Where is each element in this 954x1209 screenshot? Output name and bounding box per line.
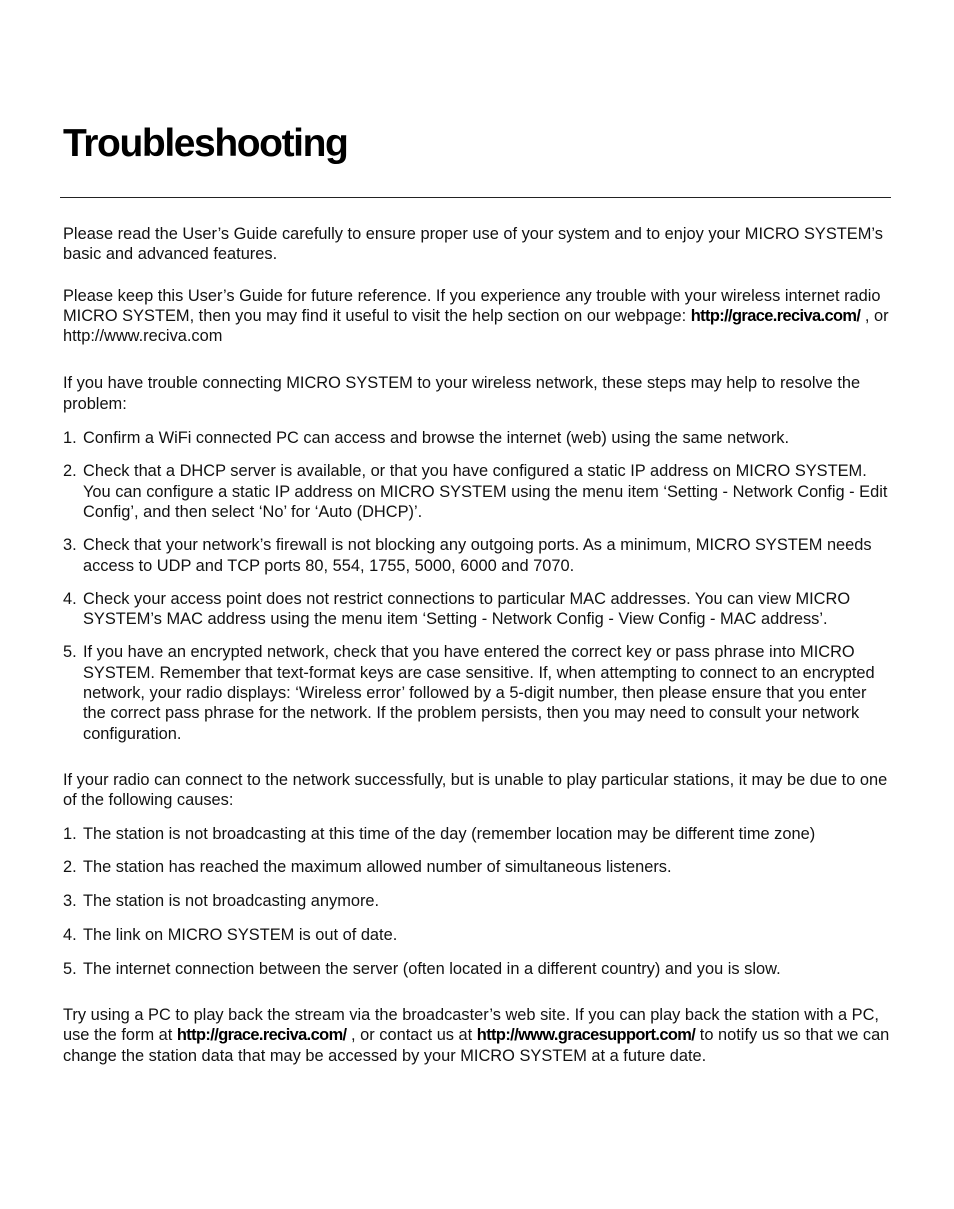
list-item — [63, 535, 893, 576]
list-item — [63, 891, 893, 911]
list-item-text: The station is not broadcasting at this time of the day (remember location may be different time zone) — [83, 824, 816, 843]
list-item — [63, 642, 893, 743]
list-item-text: Check that your network’s firewall is not blocking any outgoing ports. As a minimum, MICRO SYSTEM needs access to UDP and TCP ports 80, 554, 1755, 5000, 6000 and 7070. — [83, 536, 872, 575]
list-item-number: 4. — [63, 589, 77, 608]
list-item-text: The internet connection between the server (often located in a different country) and you is slow. — [83, 959, 781, 978]
intro-paragraph-2-text: Please keep this User’s Guide for future reference. If you experience any trouble with your wireless internet radio MICRO SYSTEM, then you may find it useful to visit the help section on our webpage: — [63, 286, 881, 325]
list-item — [63, 589, 893, 630]
list-item-number: 5. — [63, 959, 77, 978]
closing-paragraph — [63, 1005, 893, 1066]
page-content — [63, 224, 893, 1066]
list-item — [63, 824, 893, 844]
list-item-text: If you have an encrypted network, check that you have entered the correct key or pass phrase into MICRO SYSTEM. Remember that text-format keys are case sensitive. If, when attempting to connect to an encrypted network, your radio displays: ‘Wireless error’ followed by a 5-digit number, then please ensure that you enter the correct pass phrase for the network. If the problem persists, then you may need to consult your network configuration. — [83, 643, 875, 743]
list-item-number: 5. — [63, 643, 77, 662]
list-item — [63, 925, 893, 945]
list-item-number: 2. — [63, 858, 77, 877]
list-item — [63, 959, 893, 979]
grace-reciva-link[interactable]: http://grace.reciva.com/ — [690, 306, 861, 325]
wireless-lead: If you have trouble connecting MICRO SYSTEM to your wireless network, these steps may help to resolve the problem: — [63, 374, 861, 413]
station-causes-list — [63, 824, 893, 979]
list-item-number: 3. — [63, 892, 77, 911]
list-item-text: The station is not broadcasting anymore. — [83, 892, 380, 911]
list-item-text: The link on MICRO SYSTEM is out of date. — [83, 925, 398, 944]
page-title: Troubleshooting — [63, 122, 348, 165]
wireless-steps-list — [63, 428, 893, 744]
intro-paragraph-2 — [63, 286, 893, 347]
intro-paragraph-2-tail: , or http://www.reciva.com — [63, 306, 889, 346]
list-item-text: Confirm a WiFi connected PC can access and browse the internet (web) using the same network. — [83, 429, 790, 448]
grace-reciva-form-link[interactable]: http://grace.reciva.com/ — [176, 1026, 347, 1045]
list-item-number: 4. — [63, 925, 77, 944]
list-item-number: 1. — [63, 824, 77, 843]
list-item-text: Check that a DHCP server is available, or that you have configured a static IP address on MICRO SYSTEM. You can configure a static IP address on MICRO SYSTEM using the menu item ‘Setting - Network Config - Edit Config’, and then select ‘No’ for ‘Auto (DHCP)’. — [83, 462, 888, 521]
list-item — [63, 857, 893, 877]
stations-lead: If your radio can connect to the network successfully, but is unable to play particular stations, it may be due to one of the following causes: — [63, 770, 888, 810]
list-item-text: The station has reached the maximum allowed number of simultaneous listeners. — [83, 858, 672, 877]
closing-text-1: Try using a PC to play back the stream via the broadcaster’s web site. If you can play back the station with a PC, use the form at — [63, 1006, 879, 1045]
list-item — [63, 461, 893, 522]
closing-text-3: to notify us so that we can change the station data that may be accessed by your MICRO SYSTEM at a future date. — [63, 1026, 890, 1065]
list-item — [63, 428, 893, 448]
gracesupport-link[interactable]: http://www.gracesupport.com/ — [476, 1026, 696, 1045]
list-item-number: 3. — [63, 536, 77, 555]
list-item-number: 2. — [63, 462, 77, 481]
intro-paragraph-1: Please read the User’s Guide carefully to ensure proper use of your system and to enjoy your MICRO SYSTEM’s basic and advanced features. — [63, 225, 883, 264]
title-divider — [60, 197, 891, 198]
list-item-text: Check your access point does not restrict connections to particular MAC addresses. You can view MICRO SYSTEM’s MAC address using the menu item ‘Setting - Network Config - View Config - MAC address’. — [83, 589, 851, 629]
closing-text-2: , or contact us at — [346, 1026, 477, 1045]
list-item-number: 1. — [63, 429, 77, 448]
